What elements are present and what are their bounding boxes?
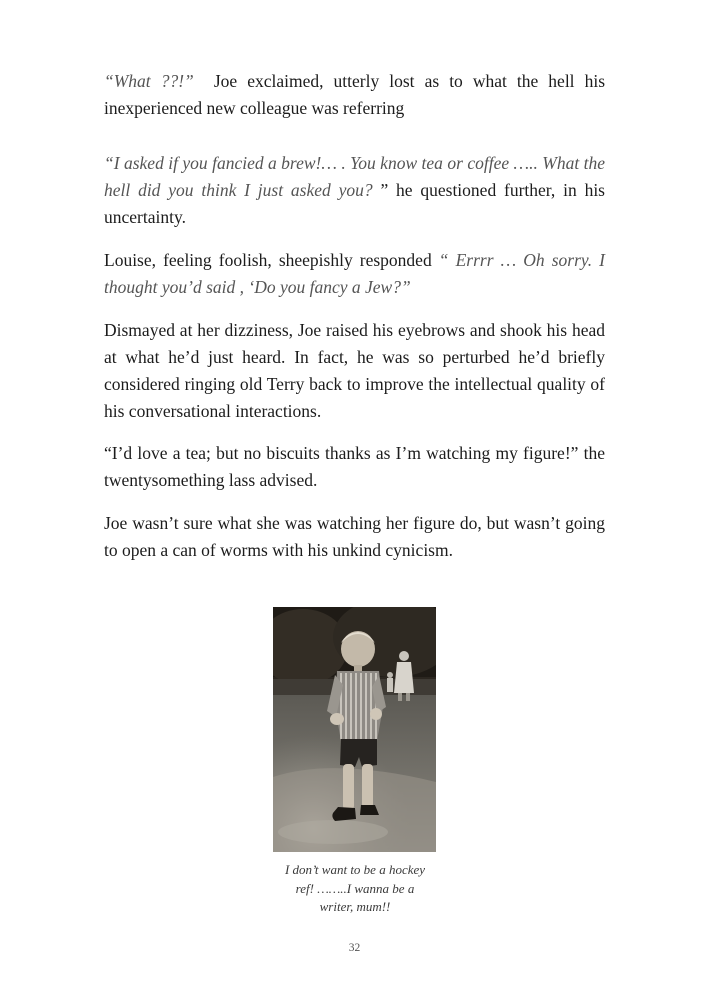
paragraph-1 [104,68,605,122]
paragraph-1-text: Joe exclaimed, utterly lost as to what the hell his inexperienced new colleague was referring [104,71,606,118]
paragraph-2-quote: “I asked if you fancied a brew!… . You know tea or coffee ….. What the hell did you think I just asked you? [104,153,605,200]
paragraph-2-text: ” he questioned further, in his uncertainty. [104,180,605,227]
caption-line-2: ref! ……..I wanna be a [295,880,415,896]
paragraph-5: “I’d love a tea; but no biscuits thanks as I’m watching my figure!” the twentysomething lass advised. [104,443,605,490]
photo-caption [255,861,455,917]
paragraph-4: Dismayed at her dizziness, Joe raised his eyebrows and shook his head at what he’d just heard. In fact, he was so perturbed he’d briefly considered ringing old Terry back to improve the intellectual quality of his conversational interactions. [104,320,605,421]
page-number: 32 [348,942,361,954]
caption-line-1: I don’t want to be a hockey [284,862,426,877]
paragraph-1-quote: “What ??!” [104,71,194,91]
paragraph-3-text: Louise, feeling foolish, sheepishly responded [104,250,439,270]
paragraph-2 [104,150,605,231]
paragraph-3-quote: “ Errrr … Oh sorry. I thought you’d said , ‘Do you fancy a Jew?” [104,250,605,297]
caption-line-3: writer, mum!! [319,899,391,914]
toddler-photo [273,607,436,852]
paragraph-3 [104,247,605,301]
paragraph-6: Joe wasn’t sure what she was watching her figure do, but wasn’t going to open a can of worms with his unkind cynicism. [104,513,605,560]
toddler-photo-image [273,607,436,852]
